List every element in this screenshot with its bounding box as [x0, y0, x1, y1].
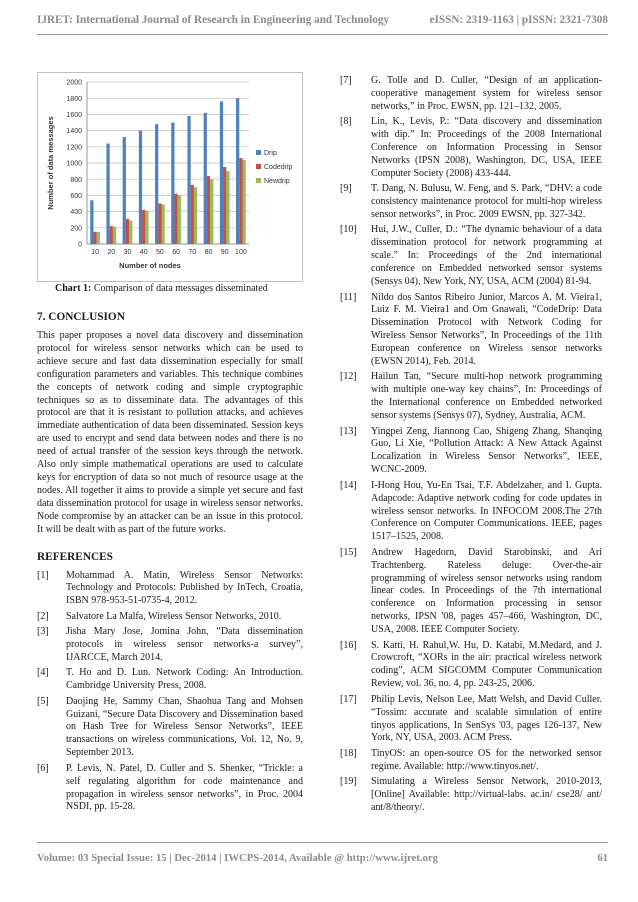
reference-number: [10]	[340, 224, 357, 236]
reference-text: T. Dang, N. Bulusu, W. Feng, and S. Park, “DHV: a code consistency maintenance protocol for multi-hop wireless sensor networks”, in Proc. 2009 EWSN, pp. 327-342.	[371, 183, 602, 221]
bar-newdrip-50	[162, 204, 165, 244]
legend-label-drip: Drip	[264, 150, 277, 157]
reference-number: [8]	[340, 116, 352, 128]
bar-codedrip-80	[207, 176, 210, 244]
x-tick-label: 40	[139, 249, 148, 256]
references-right-list	[340, 75, 602, 815]
reference-item	[340, 224, 602, 289]
reference-item	[340, 371, 602, 423]
y-tick-label: 1400	[66, 128, 82, 136]
reference-number: [9]	[340, 183, 352, 195]
bar-codedrip-40	[142, 210, 145, 244]
reference-item	[340, 748, 602, 774]
bar-codedrip-30	[126, 219, 129, 244]
bar-codedrip-70	[191, 185, 194, 244]
reference-text: Hailun Tan, “Secure multi-hop network programming with multiple one-way key chains”, In: Proceedings of the International conference on Embedded networked sensor systems (Sensys 07), Sydney, Australia, ACM.	[371, 371, 602, 422]
legend-swatch-newdrip	[256, 178, 261, 183]
reference-text: P. Levis, N. Patel, D. Culler and S. Shenker, “Trickle: a self regulating algorithm for code maintenance and propagation in wireless sensor networks”, in Proc. 2004 NSDI, pp. 15-28.	[66, 762, 303, 813]
legend-swatch-drip	[256, 150, 261, 155]
bar-drip-20	[106, 144, 109, 244]
x-tick-label: 20	[107, 249, 116, 256]
x-tick-label: 80	[204, 249, 213, 256]
reference-item	[37, 667, 303, 693]
reference-text: Jisha Mary Jose, Jomina John, “Data dissemination protocols in wireless sensor networks-a survey”, IJARCCE, March 2014.	[66, 626, 303, 663]
bar-drip-100	[236, 98, 239, 244]
bar-drip-40	[139, 131, 142, 244]
bar-drip-80	[204, 113, 207, 244]
x-tick-label: 90	[220, 249, 229, 256]
y-tick-label: 1200	[66, 144, 82, 152]
reference-text: Nildo dos Santos Ribeiro Junior, Marcos A. M. Vieira1, Luiz F. M. Vieira1 and Om Gnawali, “CodeDrip: Data Dissemination Protocol with Network Coding for Wireless Sensor Networks”, In Proceedings of the 11th European conference on Wireless sensor networks (EWSN 2014), Feb. 2014.	[371, 291, 602, 368]
reference-number: [1]	[37, 569, 49, 581]
conclusion-title: 7. CONCLUSION	[37, 311, 125, 323]
reference-text: S. Katti, H. Rahul,W. Hu, D. Katabi, M.Medard, and J. Crowcroft, “XORs in the air: practical wireless network coding”, ACM SIGCOMM Computer Communication Review, vol. 36, no. 4, pp. 243-25, 2006.	[371, 639, 602, 690]
chart-caption-label: Chart 1:	[55, 283, 92, 294]
reference-item	[340, 292, 602, 369]
reference-text: Yingpei Zeng, Jiannong Cao, Shigeng Zhang, Shanqing Guo, Li Xie, “Pollution Attack: A New Attack Against Localization in Wireless Sensor Networks”, IEEE, WCNC-2009.	[371, 425, 602, 476]
bar-newdrip-80	[210, 179, 213, 244]
bar-newdrip-20	[113, 227, 116, 244]
bar-newdrip-100	[243, 160, 246, 244]
bar-newdrip-90	[226, 171, 229, 244]
reference-text: Salvatore La Malfa, Wireless Sensor Networks, 2010.	[66, 610, 282, 622]
reference-item	[340, 426, 602, 478]
reference-text: G. Tolle and D. Culler, “Design of an application-cooperative management system for wireless sensor networks,” in Proc. EWSN, pp. 121–132, 2005.	[371, 75, 602, 112]
reference-number: [2]	[37, 610, 49, 622]
bar-drip-90	[220, 101, 223, 244]
bar-drip-70	[187, 116, 190, 244]
reference-item	[340, 776, 602, 815]
reference-number: [6]	[37, 762, 49, 774]
x-tick-label: 30	[123, 249, 132, 256]
reference-number: [15]	[340, 546, 357, 558]
reference-number: [17]	[340, 693, 357, 705]
bar-codedrip-10	[93, 232, 96, 244]
left-column	[37, 72, 303, 817]
reference-item	[340, 116, 602, 181]
bar-drip-10	[90, 200, 93, 244]
references-title: REFERENCES	[37, 550, 113, 563]
reference-text: I-Hong Hou, Yu-En Tsai, T.F. Abdelzaher, and I. Gupta. Adapcode: Adaptive network coding for code updates in wireless sensor networks. In INFOCOM 2008.The 27th Conference on Computer Communications. IEEE, pages 1517–1525, 2008.	[371, 479, 602, 543]
reference-item	[37, 626, 303, 665]
y-tick-label: 800	[70, 176, 82, 184]
reference-text: Simulating a Wireless Sensor Network, 2010-2013, [Online] Available: http://virtual-labs. ac.in/ cse28/ ant/ ant/8/theory/.	[371, 776, 602, 813]
reference-item	[340, 183, 602, 222]
y-tick-label: 2000	[66, 79, 82, 87]
y-tick-label: 1600	[66, 112, 82, 119]
x-tick-label: 50	[156, 249, 164, 256]
bar-drip-30	[123, 137, 126, 244]
reference-item	[37, 611, 303, 624]
reference-number: [3]	[37, 626, 49, 638]
y-tick-label: 200	[70, 225, 82, 233]
bar-newdrip-30	[129, 221, 132, 244]
x-tick-label: 70	[188, 249, 197, 256]
y-axis-title: Number of data messages	[46, 116, 55, 210]
legend-label-codedrip: Codedrip	[264, 164, 293, 171]
issn-info: eISSN: 2319-1163 | pISSN: 2321-7308	[429, 14, 608, 26]
reference-number: [12]	[340, 371, 357, 383]
y-tick-label: 0	[78, 241, 82, 249]
reference-item	[340, 75, 602, 114]
footer-rule	[37, 842, 608, 843]
reference-number: [19]	[340, 776, 357, 788]
reference-text: Philip Levis, Nelson Lee, Matt Welsh, and David Culler. “Tossim: accurate and scalable simulation of entire tinyos applications, In SenSys '03, pages 126-137, New York, NY, USA, 2003. ACM Press.	[371, 693, 602, 744]
bar-drip-60	[171, 123, 174, 245]
right-column	[340, 75, 602, 817]
reference-text: Daojing He, Sammy Chan, Shaohua Tang and Mohsen Guizani, “Secure Data Discovery and Dissemination based on Hash Tree for Wireless Sensor Networks”, IEEE transactions on wireless communications, Vol. 12, No. 9, September 2013.	[66, 695, 303, 759]
reference-number: [13]	[340, 425, 357, 437]
reference-number: [4]	[37, 667, 49, 679]
bar-newdrip-60	[178, 195, 181, 244]
reference-number: [18]	[340, 747, 357, 759]
y-tick-label: 1800	[66, 95, 82, 103]
reference-text: Andrew Hagedorn, David Starobinski, and Ari Trachtenberg. Rateless deluge: Over-the-air programming of wireless sensor networks using random linear codes. In Proceedings of the 7th international conference on Information processing in sensor networks, IPSN '08, pages 457–466, Washington, DC, USA, 2008. IEEE Computer Society.	[371, 546, 602, 636]
bar-codedrip-60	[174, 194, 177, 244]
header-rule	[37, 34, 608, 35]
y-tick-label: 600	[70, 193, 82, 200]
reference-text: Lin, K., Levis, P.: “Data discovery and dissemination with dip.” In: Proceedings of the 2008 International Conference on Information Processing in Sensor Networks (IPSN 2008), Washington, DC, USA, IEEE Computer Society (2008) 433-444.	[371, 116, 602, 179]
bar-newdrip-10	[97, 232, 100, 244]
page-header	[37, 14, 608, 32]
bar-drip-50	[155, 124, 158, 244]
reference-item	[340, 480, 602, 545]
reference-item	[340, 547, 602, 637]
journal-name: IJRET: International Journal of Research in Engineering and Technology	[37, 14, 390, 26]
legend-label-newdrip: Newdrip	[264, 178, 290, 185]
x-axis-title: Number of nodes	[119, 261, 181, 270]
bar-newdrip-70	[194, 187, 197, 244]
reference-number: [11]	[340, 291, 357, 303]
reference-item	[37, 570, 303, 609]
reference-text: T. Ho and D. Lun. Network Coding: An Introduction. Cambridge University Press, 2008.	[66, 667, 303, 692]
reference-text: Mohammad A. Matin, Wireless Sensor Networks: Technology and Protocols: Published by InTech, Croatia, ISBN 978-953-51-0735-4, 2012.	[66, 569, 303, 607]
reference-item	[37, 696, 303, 761]
bar-codedrip-90	[223, 167, 226, 244]
reference-number: [14]	[340, 479, 357, 491]
reference-item	[340, 640, 602, 692]
chart-caption	[37, 283, 303, 294]
x-tick-label: 60	[172, 249, 180, 256]
reference-number: [7]	[340, 75, 352, 86]
reference-item	[37, 763, 303, 815]
reference-text: Hui, J.W., Culler, D.: “The dynamic behaviour of a data dissemination protocol for network programming at scale.” In: Proceedings of the 2nd international conference on Embedded networked sensor systems (Sensys 04), New York, NY, USA, ACM (2004) 81-94.	[371, 224, 602, 288]
reference-item	[340, 694, 602, 746]
legend-swatch-codedrip	[256, 164, 261, 169]
reference-number: [5]	[37, 695, 49, 707]
bar-codedrip-20	[110, 226, 113, 244]
references-left-list	[37, 570, 303, 815]
reference-text: TinyOS: an open-source OS for the networked sensor regime. Available: http://www.tinyos.net/.	[371, 747, 602, 772]
page-number: 61	[597, 852, 608, 864]
y-tick-label: 1000	[66, 160, 82, 168]
conclusion-text: This paper proposes a novel data discovery and dissemination protocol for wireless sensor networks which can be used to achieve secure and fast data dissemination especially for small configuration parameters and variables. This technique combines the concepts of network coding and simple cryptographic techniques so as to disseminate data. The advantages of this protocol are that it is resistant to pollution attacks, and achieves immediate authentication of data been disseminated. Session keys are used to encrypt and send data between nodes and there is no need of actual transfer of the session keys through the network. Also only simple mathematical operations are used to calculate keys for encryption of data so not much of resource usage at the nodes. All together it aims to provide a simple yet secure and fast data dissemination protocol for usage in wireless sensor networks. Node compromise by an attacker can be an issue in this protocol. It will be dealt with as part of the future works.	[37, 330, 303, 535]
bar-codedrip-50	[158, 204, 161, 245]
chart-caption-text: Comparison of data messages disseminated	[91, 283, 268, 294]
bar-chart	[37, 72, 303, 282]
chart-figure	[37, 72, 303, 282]
footer-volume: Volume: 03 Special Issue: 15 | Dec-2014 | IWCPS-2014, Available @ http://www.ijret.org	[37, 852, 438, 864]
x-tick-label: 100	[235, 249, 247, 256]
y-tick-label: 400	[70, 209, 82, 217]
reference-number: [16]	[340, 639, 357, 651]
bar-newdrip-40	[145, 211, 148, 244]
x-tick-label: 10	[91, 249, 99, 256]
bar-codedrip-100	[239, 158, 242, 244]
